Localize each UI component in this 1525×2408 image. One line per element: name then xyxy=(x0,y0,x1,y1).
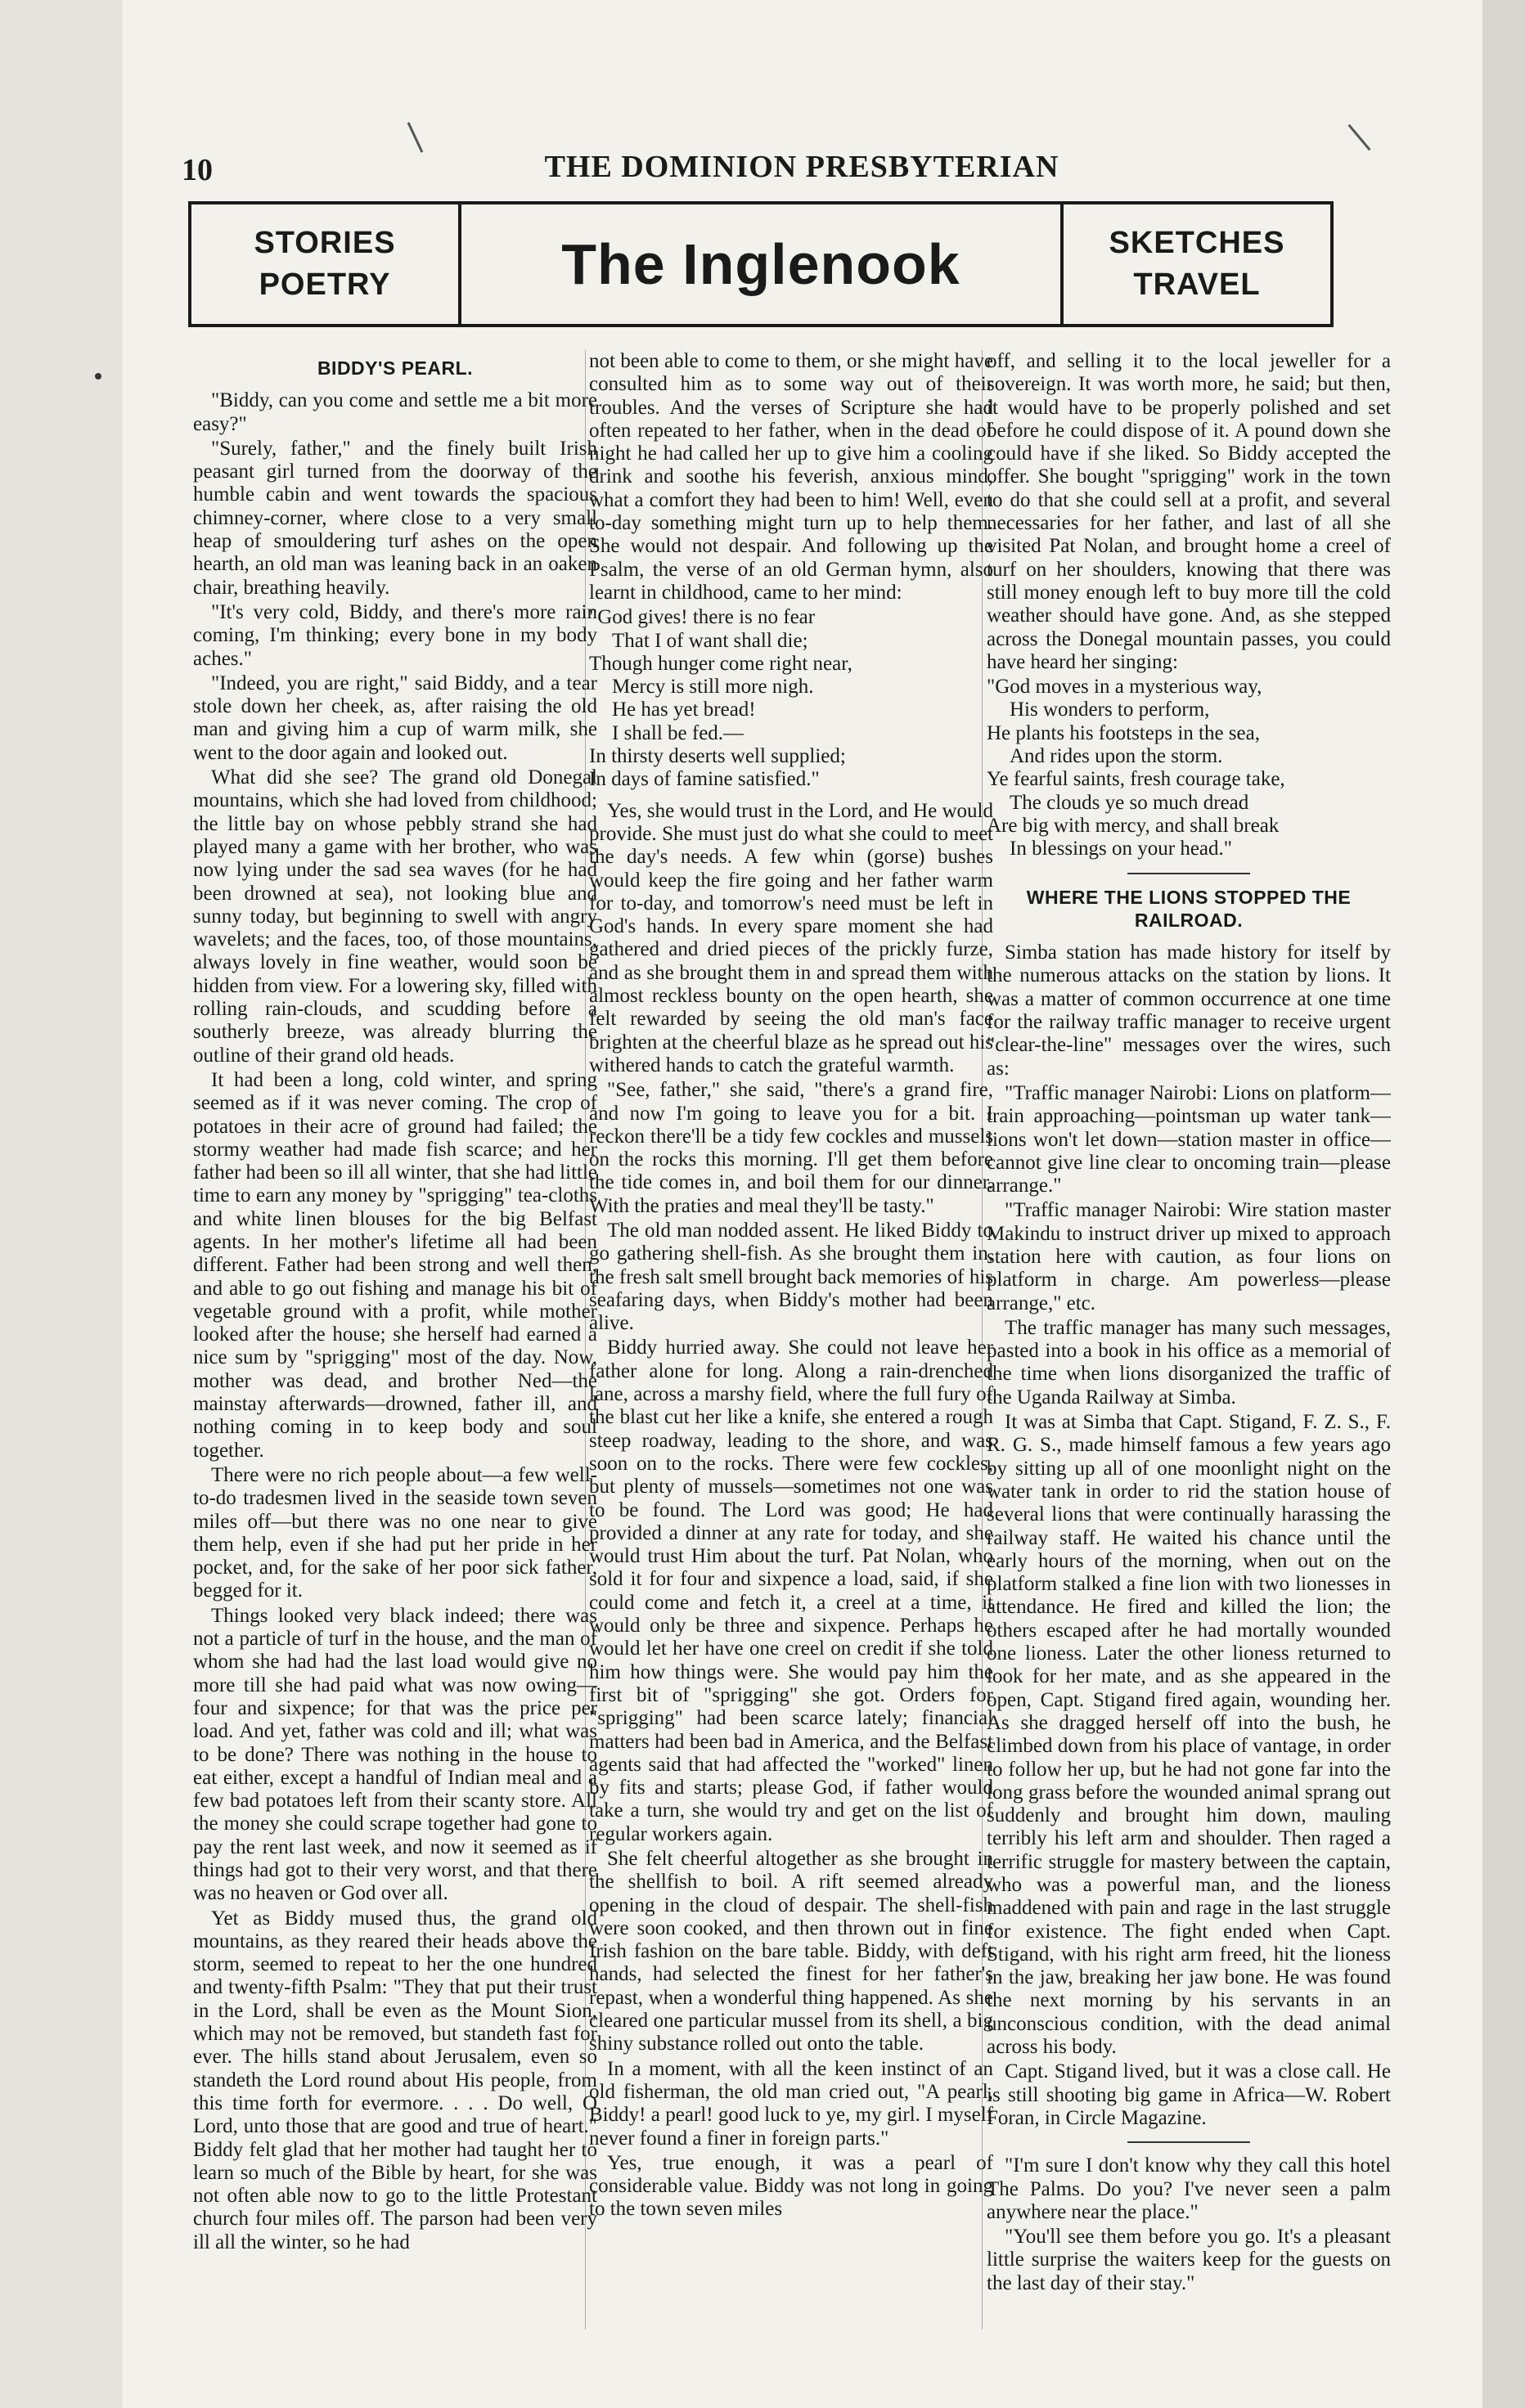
paragraph: Biddy hurried away. She could not leave her father alone for long. Along a rain-drenched lane, across a marshy field, where the full fury of the blast cut her like a knife, she entered a rough steep roadway, leading to the shore, and was soon on to the rocks. There were few cockles, but plenty of mussels—sometimes not one was to be found. The Lord was good; He had provided a dinner at any rate for today, and she would trust Him about the turf. Pat Nolan, who sold it for four and sixpence a load, said, if she could come and fetch it, a creel at a time, it would only be three and sixpence. Perhaps he would let her have one creel on credit if she told him how things were. She would pay him the first bit of "sprigging" she got. Orders for "sprigging" had been scarce lately; financial matters had been bad in America, and the Belfast agents said that had affected the "worked" linen by fits and starts; please God, if father would take a turn, she would try and get on the list of regular workers again. xyxy=(589,1337,993,1845)
column-2 xyxy=(589,350,993,2329)
banner-right-top: SKETCHES xyxy=(1109,225,1285,260)
page-number: 10 xyxy=(182,153,213,187)
verse-line: "God moves in a mysterious way, xyxy=(987,676,1262,699)
page-margin-left xyxy=(0,0,123,2408)
banner-left xyxy=(191,204,461,324)
paragraph: It was at Simba that Capt. Stigand, F. Z. S., F. R. G. S., made himself famous a few years ago by sitting up all of one moonlight night on the water tank in order to rid the station house of several lions that were continually harassing the railway staff. He waited his chance until the early hours of the morning, when out on the platform stalked a fine lion with two lionesses in attendance. He fired and killed the lion; the others escaped after he had mortally wounded one lioness. Later the other lioness returned to look for her mate, and as she appeared in the open, Capt. Stigand fired again, wounding her. As she dragged herself off into the bush, he climbed down from his place of vantage, in order to follow her up, but he had not gone far into the long grass before the wounded animal sprang out suddenly and brought him down, mauling terribly his left arm and shoulder. Then raged a terrific struggle for mastery between the captain, who was a powerful man, and the lioness maddened with pain and rage in the last struggle for existence. The fight ended when Capt. Stigand, with his right arm freed, hit the lioness in the jaw, breaking her jaw bone. He was found the next morning by his servants in an unconscious condition, with the dead animal across his body. xyxy=(987,1411,1391,2059)
verse-line: In days of famine satisfied." xyxy=(589,768,820,791)
verse-line: In blessings on your head." xyxy=(1010,838,1232,860)
paragraph: "Indeed, you are right," said Biddy, and a tear stole down her cheek, as, after raising the old man and giving him a cup of warm milk, she went to the door again and looked out. xyxy=(193,672,597,764)
paragraph: In a moment, with all the keen instinct of an old fisherman, the old man cried out, "A pearl, Biddy! a pearl! good luck to ye, my girl. I myself never found a finer in foreign parts." xyxy=(589,2057,993,2150)
paragraph: She felt cheerful altogether as she brought in the shellfish to boil. A rift seemed already opening in the cloud of despair. The shell-fish were soon cooked, and then thrown out in fine Irish fashion on the bare table. Biddy, with deft hands, had selected the finest for her father's repast, when a wonderful thing happened. As she cleared one particular mussel from its shell, a big shiny substance rolled out onto the table. xyxy=(589,1848,993,2055)
paragraph: Yes, true enough, it was a pearl of considerable value. Biddy was not long in going to the town seven miles xyxy=(589,2151,993,2221)
paragraph: Simba station has made history for itself by the numerous attacks on the station by lions. It was a matter of common occurrence at one time for the railway traffic manager to receive urgent "clear-the-line" messages over the wires, such as: xyxy=(987,941,1391,1080)
paragraph: "Surely, father," and the finely built Irish peasant girl turned from the doorway of the humble cabin and went towards the spacious chimney-corner, where close to a very small heap of smouldering turf ashes on the open hearth, an old man was leaning back in an oaken chair, breathing heavily. xyxy=(193,437,597,599)
paragraph: The old man nodded assent. He liked Biddy to go gathering shell-fish. As she brought them in, the fresh salt smell brought back memories of his seafaring days, when Biddy's mother had been alive. xyxy=(589,1219,993,1335)
paragraph: "Traffic manager Nairobi: Lions on platform—train approaching—pointsman up water tank—lions won't let down—station master in office—cannot give line clear to oncoming train—please arrange." xyxy=(987,1081,1391,1197)
paragraph: It had been a long, cold winter, and spring seemed as if it was never coming. The crop of potatoes in their acre of ground had failed; the stormy weather had made fish scarce; and her father had been so ill all winter, that she had little time to earn any money by "sprigging" tea-cloths and white linen blouses for the big Belfast agents. In her mother's lifetime all had been different. Father had been strong and well then, and able to go out fishing and manage his bit of vegetable ground with a profit, while mother looked after the house; she herself had earned a nice sum by "sprigging" most of the day. Now, mother was dead, and brother Ned—the mainstay afterwards—drowned, father ill, and nothing coming in to keep body and soul together. xyxy=(193,1068,597,1462)
story-title: BIDDY'S PEARL. xyxy=(317,357,474,379)
paragraph: off, and selling it to the local jeweller for a sovereign. It was worth more, he said; but then, it would have to be properly polished and set before he could dispose of it. A pound down she could have if she liked. So Biddy accepted the offer. She bought "sprigging" work in the town to do that she could sell at a profit, and several necessaries for her father, and last of all she visited Pat Nolan, and brought home a creel of turf on her shoulders, knowing that there was still money enough left to buy more till the cold weather should have gone. And, as she stepped across the Donegal mountain passes, you could have heard her singing: xyxy=(987,350,1391,673)
section-title: The Inglenook xyxy=(561,232,960,296)
verse-line: The clouds ye so much dread xyxy=(1010,791,1249,814)
running-head: THE DOMINION PRESBYTERIAN xyxy=(544,150,1059,184)
paragraph: Yet as Biddy mused thus, the grand old mountains, as they reared their heads above the storm, seemed to repeat to her the one hundred and twenty-fifth Psalm: "They that put their trust in the Lord, shall be even as the Mount Sion, which may not be removed, but standeth fast for ever. The hills stand about Jerusalem, even so standeth the Lord round about His people, from this time forth for evermore. . . . Do well, O Lord, unto those that are good and true of heart." Biddy felt glad that her mother had taught her to learn so much of the Bible by heart, for she was not often able now to go to the little Protestant church four miles off. The parson had been very ill all the winter, so he had xyxy=(193,1907,597,2253)
verse-line: He plants his footsteps in the sea, xyxy=(987,721,1260,744)
verse-line: Mercy is still more nigh. xyxy=(612,676,814,699)
verse-line: His wonders to perform, xyxy=(1010,699,1210,721)
paragraph: "Traffic manager Nairobi: Wire station master Makindu to instruct driver up mixed to approach station here with caution, as four lions on platform in charge. Am powerless—please arrange," etc. xyxy=(987,1199,1391,1314)
banner-right xyxy=(1060,204,1330,324)
ink-speck xyxy=(95,373,101,380)
verse-line: "God gives! there is no fear xyxy=(589,606,816,629)
paragraph: The traffic manager has many such messages, pasted into a book in his office as a memorial of the time when lions disorganized the traffic of the Uganda Railway at Simba. xyxy=(987,1316,1391,1408)
paragraph: Capt. Stigand lived, but it was a close call. He is still shooting big game in Africa—W. Robert Foran, in Circle Magazine. xyxy=(987,2060,1391,2129)
paragraph: Yes, she would trust in the Lord, and He would provide. She must just do what she could to meet the day's needs. A few whin (gorse) bushes would keep the fire going and her father warm for to-day, and tomorrow's need must be left in God's hands. In every spare moment she had gathered and dried pieces of the prickly furze, and as she brought them in and spread them with almost reckless bounty on the open hearth, she felt rewarded by seeing the old man's face brighten at the cheerful blaze as he spread out his withered hands to catch the grateful warmth. xyxy=(589,799,993,1076)
column-3 xyxy=(987,350,1391,2329)
verse-line: In thirsty deserts well supplied; xyxy=(589,745,846,768)
paragraph: "I'm sure I don't know why they call this hotel The Palms. Do you? I've never seen a palm anywhere near the place." xyxy=(987,2154,1391,2223)
verse-line: And rides upon the storm. xyxy=(1010,745,1223,768)
verse-line: He has yet bread! xyxy=(612,699,756,721)
paragraph: "See, father," she said, "there's a grand fire, and now I'm going to leave you for a bit. I reckon there'll be a tidy few cockles and mussels on the rocks this morning. I'll get them before the tide comes in, and boil them for our dinner. With the praties and meal they'll be tasty." xyxy=(589,1079,993,1217)
paragraph: "You'll see them before you go. It's a pleasant little surprise the waiters keep for the guests on the last day of their stay." xyxy=(987,2226,1391,2294)
column-1 xyxy=(193,350,597,2329)
divider-rule xyxy=(1127,2141,1250,2143)
paragraph: "It's very cold, Biddy, and there's more rain coming, I'm thinking; every bone in my body aches." xyxy=(193,600,597,670)
banner-right-bottom: TRAVEL xyxy=(1133,267,1261,302)
story-title: WHERE THE LIONS STOPPED THE RAILROAD. xyxy=(1026,886,1352,931)
paragraph: Things looked very black indeed; there was not a particle of turf in the house, and the man of whom she had had the last load would give no more till she had paid what was now owing—four and sixpence; for that was the price per load. And yet, father was cold and ill; what was to be done? There was nothing in the house to eat either, except a handful of Indian meal and a few bad potatoes left from their scanty store. All the money she could scrape together had gone to pay the rent last week, and now it seemed as if things had got to their very worst, and that there was no heaven or God over all. xyxy=(193,1604,597,1905)
paragraph: not been able to come to them, or she might have consulted him as to some way out of their troubles. And the verses of Scripture she had often repeated to her father, when in the dead of night he had called her up to give him a cooling drink and soothe his feverish, anxious mind, what a comfort they had been to him! Well, even to-day something might turn up to help them. She would not despair. And following up the Psalm, the verse of an old German hymn, also learnt in childhood, came to her mind: xyxy=(589,350,993,604)
banner-left-top: STORIES xyxy=(254,225,396,260)
paragraph: There were no rich people about—a few well-to-do tradesmen lived in the seaside town seven miles off—but there was no one near to give them help, even if she had put her pride in her pocket, and, for the sake of her poor sick father, begged for it. xyxy=(193,1463,597,1602)
paragraph: "Biddy, can you come and settle me a bit more easy?" xyxy=(193,389,597,435)
verse-line: That I of want shall die; xyxy=(612,629,808,652)
section-banner xyxy=(188,201,1334,327)
verse-line: Though hunger come right near, xyxy=(589,652,852,675)
divider-rule xyxy=(1127,873,1250,874)
banner-left-bottom: POETRY xyxy=(259,267,391,302)
verse-line: Ye fearful saints, fresh courage take, xyxy=(987,768,1285,791)
paragraph: What did she see? The grand old Donegal mountains, which she had loved from childhood; the little bay on whose pebbly strand she had played many a game with her brother, who was now lying under the sad sea waves (for he had been drowned at sea), not looking blue and sunny today, but beginning to swell with angry wavelets; and the faces, too, of those mountains, always lovely in fine weather, would soon be hidden from view. For a lowering sky, filled with rolling rain-clouds, and scudding before a southerly breeze, was already blurring the outline of their grand old heads. xyxy=(193,766,597,1067)
verse-line: Are big with mercy, and shall break xyxy=(987,814,1280,837)
verse-line: I shall be fed.— xyxy=(612,721,745,744)
page-margin-right xyxy=(1482,0,1525,2408)
